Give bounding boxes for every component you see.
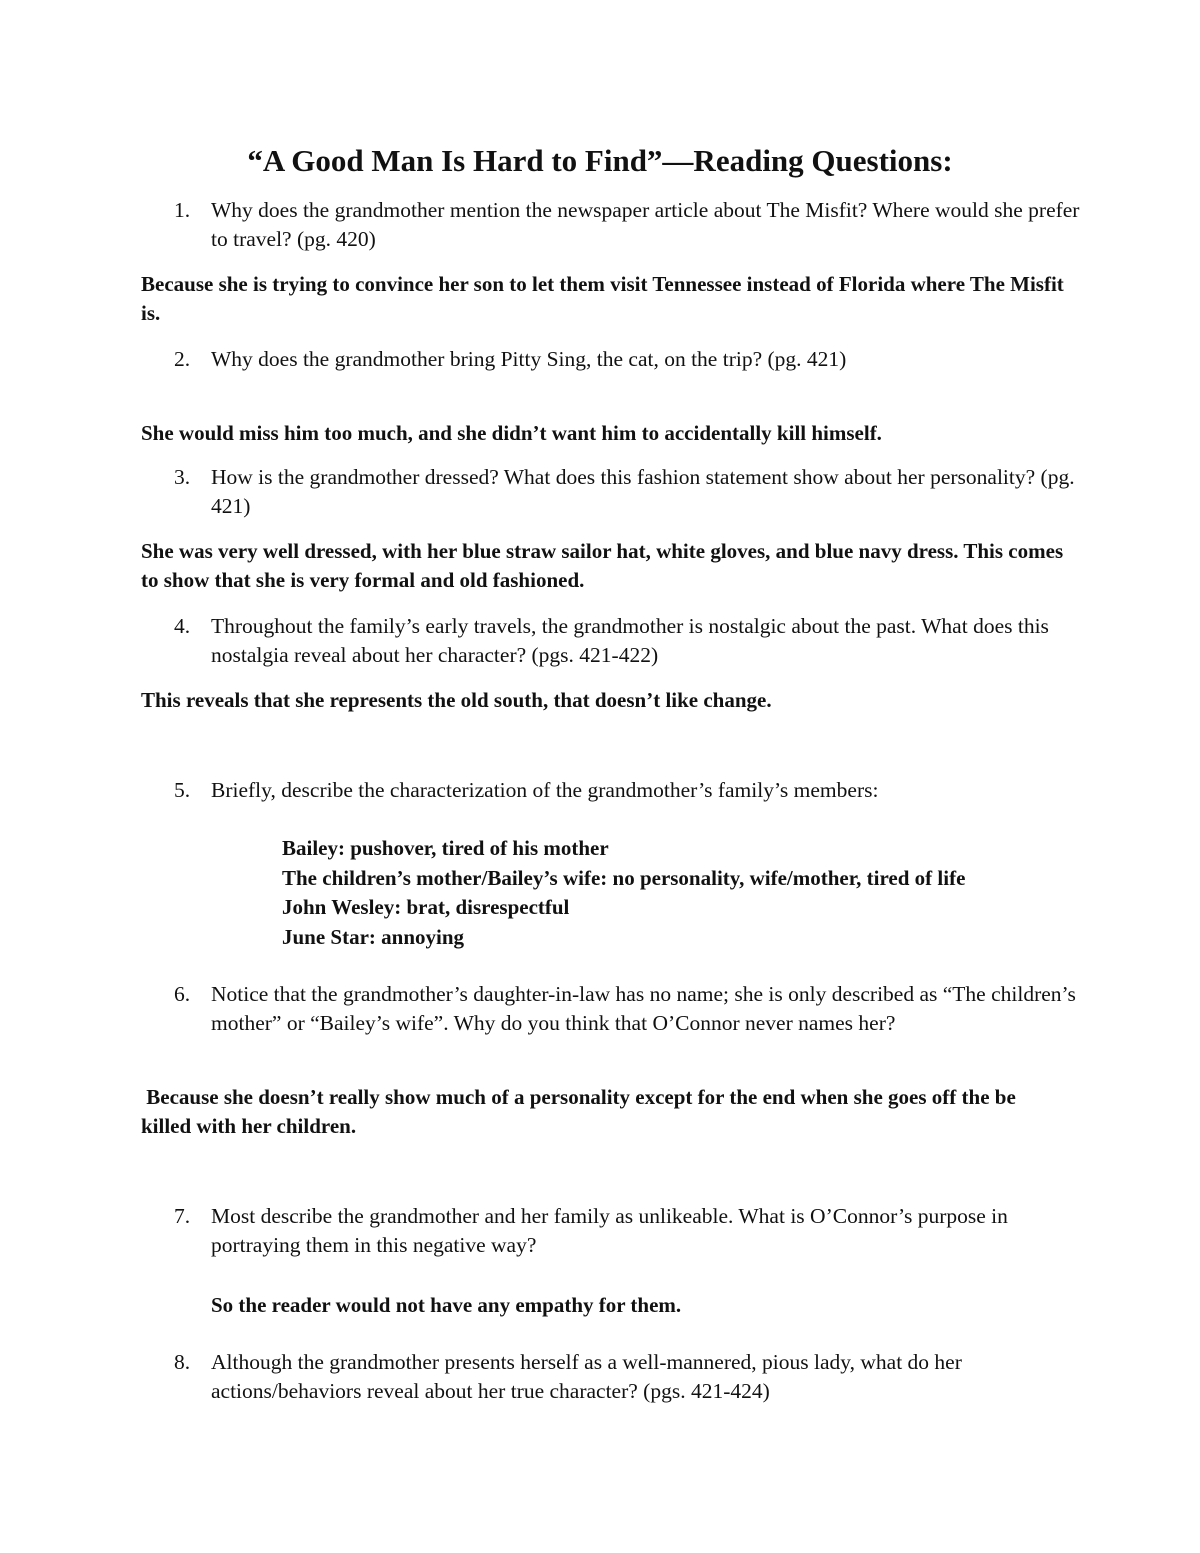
question-1 — [174, 196, 1091, 254]
page-title: “A Good Man Is Hard to Find”—Reading Questions: — [247, 143, 953, 178]
question-number: 3. — [174, 465, 191, 489]
question-number: 2. — [174, 347, 191, 371]
question-number: 1. — [174, 198, 191, 222]
answer-2: She would miss him too much, and she didn’t want him to accidentally kill himself. — [141, 421, 882, 445]
family-members-list — [282, 834, 1102, 952]
answer-7: So the reader would not have any empathy for them. — [211, 1293, 682, 1317]
question-number: 6. — [174, 982, 191, 1006]
question-text: Most describe the grandmother and her family as unlikeable. What is O’Connor’s purpose in portraying them in this negative way? — [211, 1204, 1008, 1257]
member-june-star: June Star: annoying — [282, 924, 465, 949]
answer-1: Because she is trying to convince her son to let them visit Tennessee instead of Florida where The Misfit is. — [141, 272, 1064, 325]
question-text: Throughout the family’s early travels, the grandmother is nostalgic about the past. What does this nostalgia reveal about her character? (pgs. 421-422) — [211, 614, 1049, 667]
answer-3: She was very well dressed, with her blue straw sailor hat, white gloves, and blue navy dress. This comes to show that she is very formal and old fashioned. — [141, 539, 1064, 592]
answer-6: Because she doesn’t really show much of a personality except for the end when she goes off the be killed with her children. — [141, 1085, 1022, 1138]
member-bailey: Bailey: pushover, tired of his mother — [282, 836, 609, 860]
question-text: Briefly, describe the characterization of the grandmother’s family’s members: — [211, 778, 879, 802]
question-number: 4. — [174, 614, 191, 638]
question-4 — [174, 612, 1091, 670]
question-number: 5. — [174, 778, 191, 802]
question-8 — [174, 1348, 1091, 1406]
member-childrens-mother: The children’s mother/Bailey’s wife: no personality, wife/mother, tired of life — [282, 865, 966, 890]
question-number: 8. — [174, 1350, 191, 1374]
question-number: 7. — [174, 1204, 191, 1228]
question-text: Although the grandmother presents herself as a well-mannered, pious lady, what do her actions/behaviors reveal about her true character? (pgs. 421-424) — [211, 1350, 962, 1403]
question-6 — [174, 980, 1091, 1038]
question-text: Why does the grandmother bring Pitty Sing, the cat, on the trip? (pg. 421) — [211, 347, 847, 371]
answer-4: This reveals that she represents the old south, that doesn’t like change. — [141, 688, 772, 712]
member-john-wesley: John Wesley: brat, disrespectful — [282, 895, 570, 919]
question-3 — [174, 463, 1091, 521]
question-5 — [174, 776, 1091, 805]
question-2 — [174, 345, 1091, 374]
question-text: How is the grandmother dressed? What does this fashion statement show about her personality? (pg. 421) — [211, 465, 1075, 518]
question-text: Why does the grandmother mention the newspaper article about The Misfit? Where would she prefer to travel? (pg. 420) — [211, 198, 1080, 251]
question-text: Notice that the grandmother’s daughter-in-law has no name; she is only described as “The children’s mother” or “Bailey’s wife”. Why do you think that O’Connor never names her? — [211, 982, 1076, 1035]
question-7 — [174, 1202, 1091, 1260]
